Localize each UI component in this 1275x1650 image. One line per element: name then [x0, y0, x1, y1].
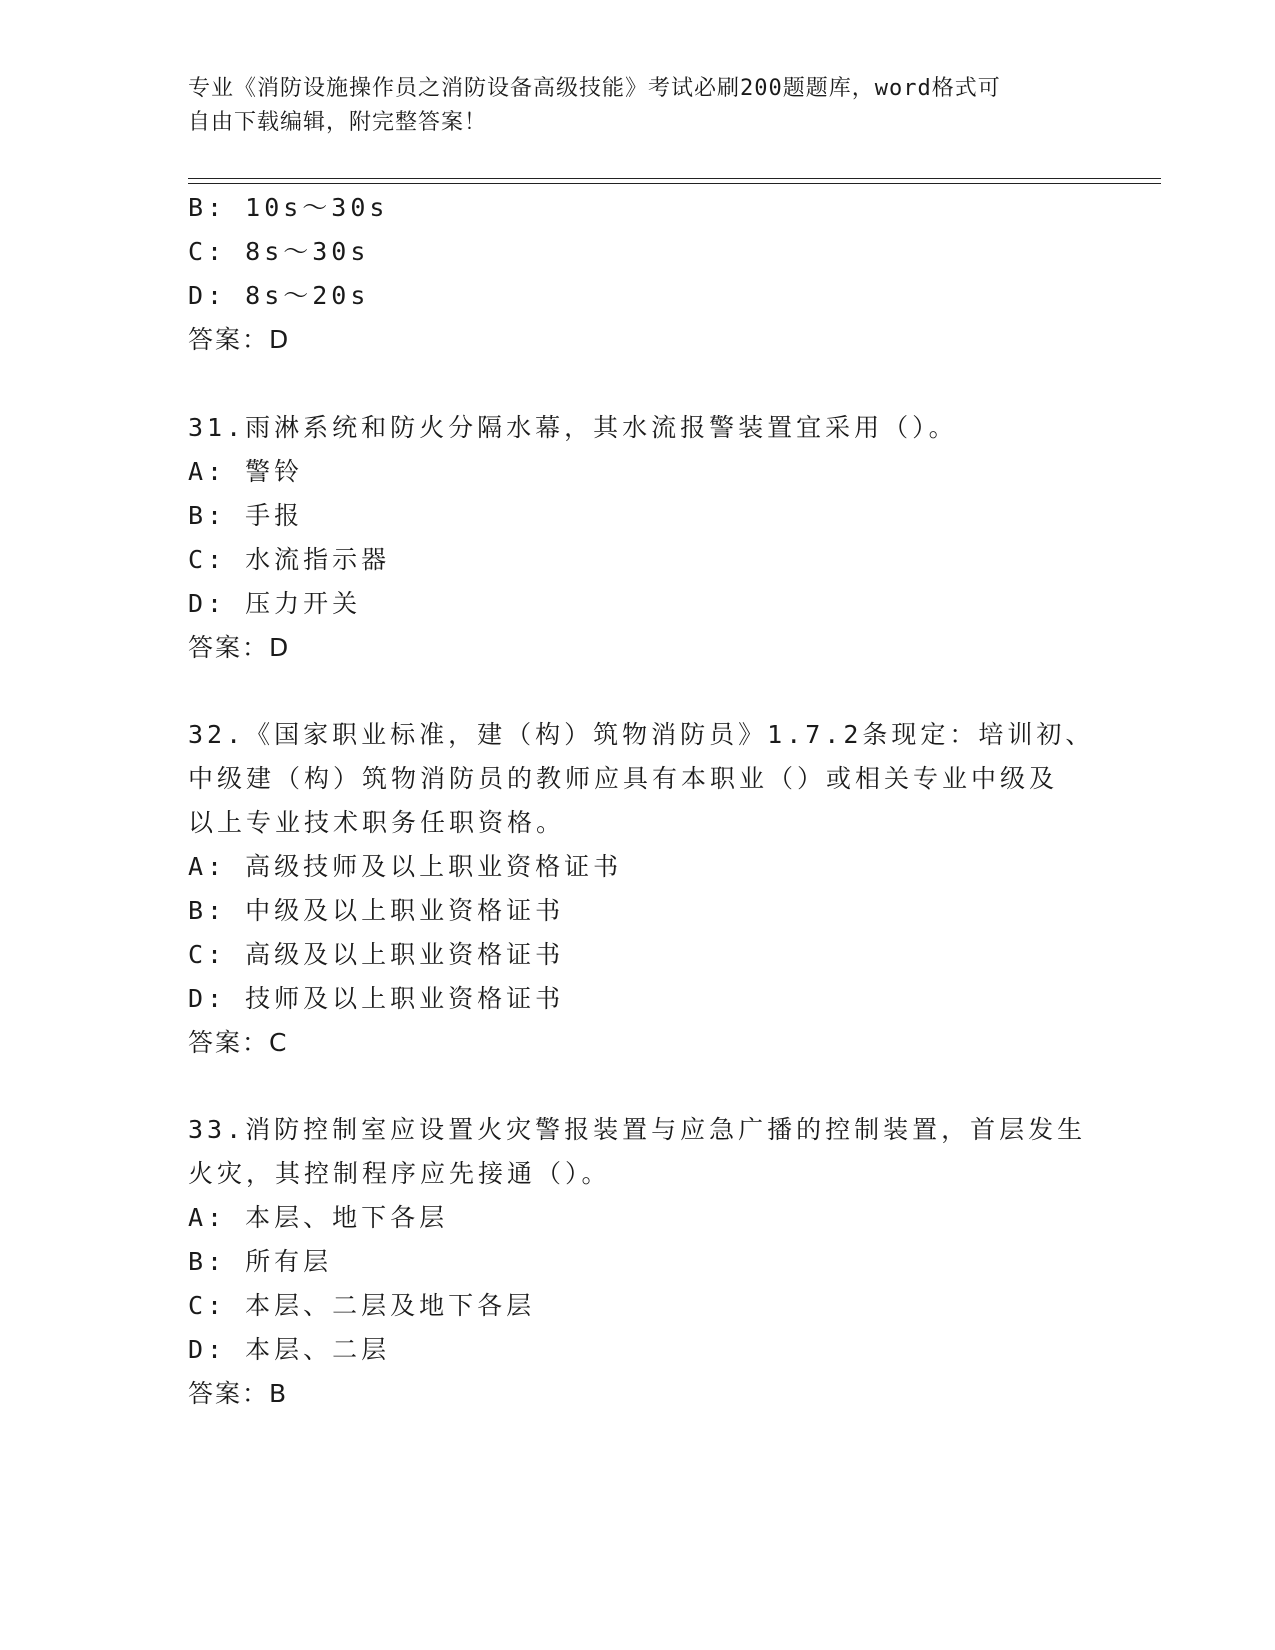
prev-option-b: B: 10s～30s [188, 193, 389, 222]
q32-stem-line-1: 32.《国家职业标准，建（构）筑物消防员》1.7.2条现定：培训初、 [188, 720, 1095, 749]
header-line-2: 自由下载编辑，附完整答案！ [188, 110, 488, 135]
q31-stem: 31.雨淋系统和防火分隔水幕，其水流报警装置宜采用（）。 [188, 413, 958, 442]
q32-stem-line-2: 中级建（构）筑物消防员的教师应具有本职业（）或相关专业中级及 [188, 764, 1059, 793]
q32-option-d: D: 技师及以上职业资格证书 [188, 984, 565, 1013]
q33-option-a: A: 本层、地下各层 [188, 1203, 449, 1232]
q31-option-a: A: 警铃 [188, 457, 304, 486]
header-divider-bottom [188, 183, 1161, 184]
q32-stem-line-3: 以上专业技术职务任职资格。 [188, 808, 566, 837]
q33-stem-line-1: 33.消防控制室应设置火灾警报装置与应急广播的控制装置，首层发生 [188, 1115, 1087, 1144]
prev-answer: 答案：D [188, 325, 291, 354]
q31-answer: 答案：D [188, 633, 291, 662]
q32-option-a: A: 高级技师及以上职业资格证书 [188, 852, 623, 881]
prev-option-c: C: 8s～30s [188, 237, 370, 266]
document-header [188, 72, 1088, 140]
q33-stem-line-2: 火灾，其控制程序应先接通（）。 [188, 1159, 611, 1188]
q31-option-c: C: 水流指示器 [188, 545, 391, 574]
q32-answer: 答案：C [188, 1028, 289, 1057]
q31-option-d: D: 压力开关 [188, 589, 362, 618]
prev-option-d: D: 8s～20s [188, 281, 370, 310]
header-divider-top [188, 178, 1161, 179]
q33-answer: 答案：B [188, 1379, 289, 1408]
q33-option-b: B: 所有层 [188, 1247, 333, 1276]
q33-option-d: D: 本层、二层 [188, 1335, 391, 1364]
q32-option-c: C: 高级及以上职业资格证书 [188, 940, 565, 969]
q31-option-b: B: 手报 [188, 501, 304, 530]
q32-option-b: B: 中级及以上职业资格证书 [188, 896, 565, 925]
q33-option-c: C: 本层、二层及地下各层 [188, 1291, 536, 1320]
header-line-1: 专业《消防设施操作员之消防设备高级技能》考试必刷200题题库，word格式可 [188, 76, 1001, 101]
